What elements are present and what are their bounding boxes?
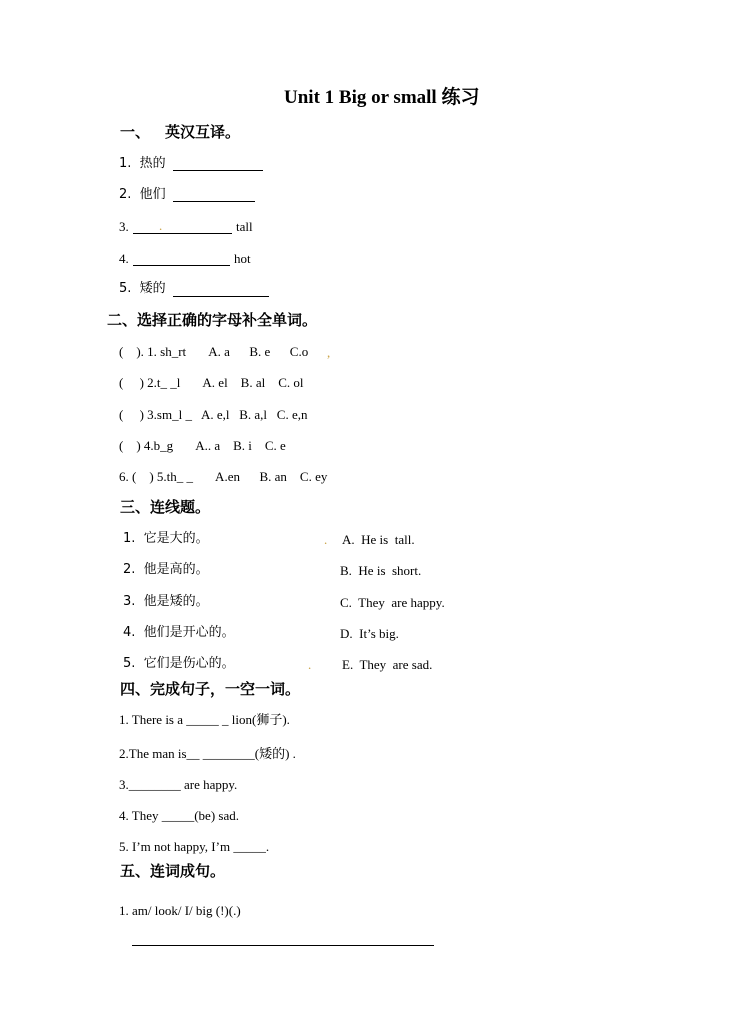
s2-item-4: ( ) 4.b_g A.. a B. i C. e: [119, 438, 286, 453]
section3-heading: 三、连线题。: [120, 498, 211, 516]
s1-blank-5[interactable]: [173, 296, 269, 297]
s3-right-2[interactable]: B. He is short.: [340, 563, 422, 578]
s1-blank-2[interactable]: [173, 201, 255, 202]
s3-left-1[interactable]: 1. 它是大的。: [123, 531, 209, 546]
decorative-dot: .: [324, 532, 328, 547]
s4-item-2: 2.The man is__ ________(矮的) .: [119, 746, 296, 761]
s4-item-3: 3.________ are happy.: [119, 777, 238, 792]
s1-item-4-num: 4.: [119, 251, 129, 266]
s2-item-1: ( ). 1. sh_rt A. a B. e C.o: [119, 344, 309, 359]
s2-item-3: ( ) 3.sm_l _ A. e,l B. a,l C. e,n: [119, 407, 308, 422]
s1-item-4-word: hot: [234, 251, 251, 266]
s1-item-1: 1. 热的: [119, 156, 166, 171]
s1-item-3-num: 3.: [119, 219, 129, 234]
s2-item-2: ( ) 2.t_ _l A. el B. al C. ol: [119, 375, 304, 390]
s3-right-1[interactable]: A. He is tall.: [342, 532, 415, 547]
s3-left-5[interactable]: 5. 它们是伤心的。: [123, 656, 235, 671]
decorative-dot: .: [308, 657, 312, 672]
s5-answer-line[interactable]: [132, 945, 434, 946]
s2-item-5: 6. ( ) 5.th_ _ A.en B. an C. ey: [119, 469, 328, 484]
section1-heading: 英汉互译。: [165, 123, 241, 141]
s3-right-4[interactable]: D. It’s big.: [340, 626, 399, 641]
section1-number: 一、: [120, 123, 151, 141]
s4-item-5: 5. I’m not happy, I’m _____.: [119, 839, 270, 854]
s1-blank-3[interactable]: [133, 233, 232, 234]
section2-heading: 二、选择正确的字母补全单词。: [107, 311, 318, 329]
s3-right-5[interactable]: E. They are sad.: [342, 657, 433, 672]
s4-item-1: 1. There is a _____ _ lion(狮子).: [119, 712, 290, 727]
decorative-dot: .: [159, 218, 163, 233]
s1-blank-1[interactable]: [173, 170, 263, 171]
s1-item-5: 5. 矮的: [119, 281, 166, 296]
s1-item-2: 2. 他们: [119, 187, 166, 202]
section4-heading: 四、完成句子，一空一词。: [120, 680, 301, 698]
page-title: Unit 1 Big or small 练习: [284, 87, 480, 108]
s3-left-2[interactable]: 2. 他是高的。: [123, 562, 209, 577]
s3-right-3[interactable]: C. They are happy.: [340, 595, 445, 610]
s1-blank-4[interactable]: [133, 265, 230, 266]
s3-left-3[interactable]: 3. 他是矮的。: [123, 594, 209, 609]
s1-item-3-word: tall: [236, 219, 253, 234]
s4-item-4: 4. They _____(be) sad.: [119, 808, 239, 823]
decorative-dot: ,: [327, 345, 331, 360]
section5-heading: 五、连词成句。: [120, 862, 226, 880]
s5-item-1: 1. am/ look/ I/ big (!)(.): [119, 903, 241, 918]
s3-left-4[interactable]: 4. 他们是开心的。: [123, 625, 235, 640]
